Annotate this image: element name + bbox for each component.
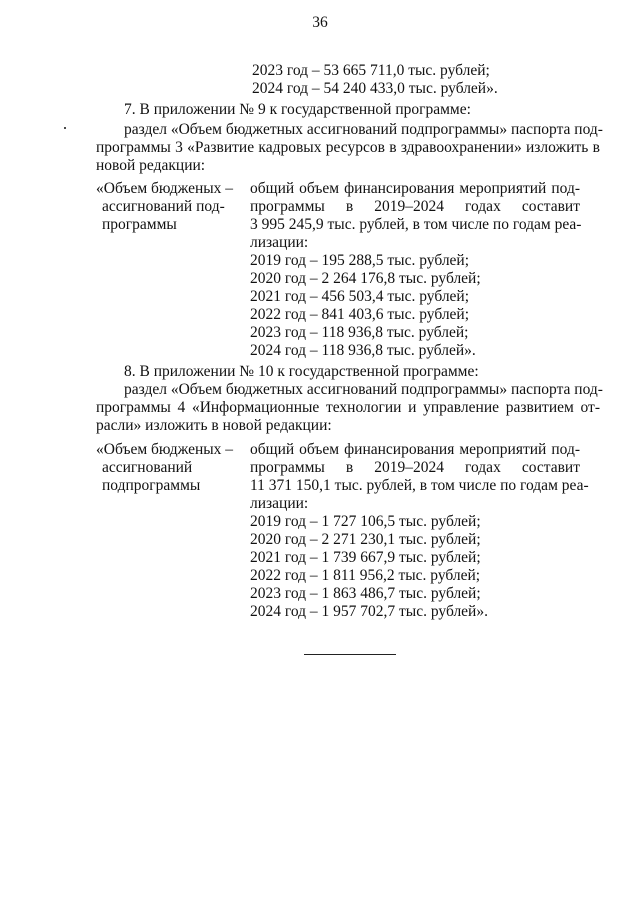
page-number: 36 — [312, 14, 328, 31]
item7-body-line: общий объем финансирования мероприятий под- — [250, 180, 580, 197]
item7-intro-line: новой редакции: — [96, 157, 206, 174]
item8-label-line: «Объем бюдженых – — [96, 441, 234, 458]
item8-body-line: общий объем финансирования мероприятий под- — [250, 441, 580, 458]
item7-year-line: 2020 год – 2 264 176,8 тыс. рублей; — [250, 270, 481, 287]
continuation-line: 2023 год – 53 665 711,0 тыс. рублей; — [252, 62, 490, 79]
item7-body-line: 3 995 245,9 тыс. рублей, в том числе по годам реа- — [250, 216, 582, 233]
item8-intro-line: расли» изложить в новой редакции: — [96, 417, 332, 434]
item7-year-line: 2021 год – 456 503,4 тыс. рублей; — [250, 288, 470, 305]
item8-body-line: программы в 2019–2024 годах составит — [250, 459, 580, 476]
continuation-line: 2024 год – 54 240 433,0 тыс. рублей». — [252, 80, 498, 97]
item7-label-line: программы — [102, 216, 177, 233]
item8-body-line: лизации: — [250, 495, 309, 512]
item7-year-line: 2024 год – 118 936,8 тыс. рублей». — [250, 342, 476, 359]
item7-body-line: лизации: — [250, 234, 309, 251]
item7-intro-line: раздел «Объем бюджетных ассигнований подпрограммы» паспорта под- — [124, 121, 603, 138]
item7-heading: 7. В приложении № 9 к государственной программе: — [124, 101, 471, 118]
scan-speck — [64, 127, 66, 129]
item7-body-line: программы в 2019–2024 годах составит — [250, 198, 580, 215]
item8-year-line: 2021 год – 1 739 667,9 тыс. рублей; — [250, 549, 481, 566]
item8-intro-line: программы 4 «Информационные технологии и управление развитием от- — [96, 399, 600, 416]
item8-year-line: 2022 год – 1 811 956,2 тыс. рублей; — [250, 567, 481, 584]
item8-intro-line: раздел «Объем бюджетных ассигнований подпрограммы» паспорта под- — [124, 381, 603, 398]
item8-body-line: 11 371 150,1 тыс. рублей, в том числе по годам реа- — [250, 477, 589, 494]
item8-year-line: 2024 год – 1 957 702,7 тыс. рублей». — [250, 603, 488, 620]
item8-label-line: ассигнований — [102, 459, 193, 476]
item7-year-line: 2022 год – 841 403,6 тыс. рублей; — [250, 306, 470, 323]
item7-label-line: «Объем бюдженых – — [96, 180, 234, 197]
item8-heading: 8. В приложении № 10 к государственной программе: — [124, 363, 479, 380]
end-divider — [304, 654, 396, 655]
item7-year-line: 2019 год – 195 288,5 тыс. рублей; — [250, 252, 470, 269]
item7-year-line: 2023 год – 118 936,8 тыс. рублей; — [250, 324, 469, 341]
item8-year-line: 2019 год – 1 727 106,5 тыс. рублей; — [250, 513, 481, 530]
item7-label-line: ассигнований под- — [102, 198, 225, 215]
item8-year-line: 2020 год – 2 271 230,1 тыс. рублей; — [250, 531, 481, 548]
item8-year-line: 2023 год – 1 863 486,7 тыс. рублей; — [250, 585, 481, 602]
item8-label-line: подпрограммы — [102, 477, 201, 494]
item7-intro-line: программы 3 «Развитие кадровых ресурсов в здравоохранении» изложить в — [96, 139, 600, 156]
